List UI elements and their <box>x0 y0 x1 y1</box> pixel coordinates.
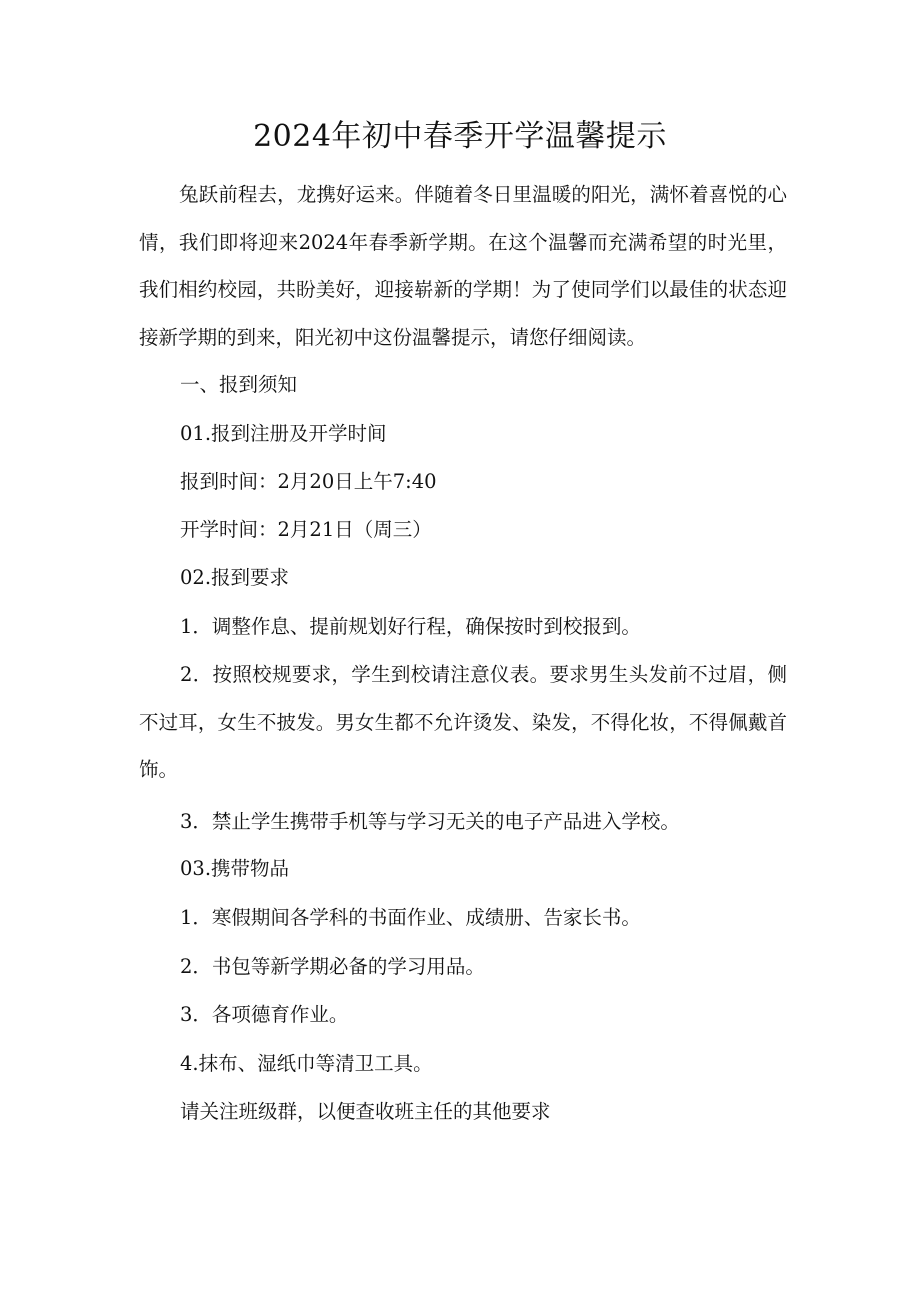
school-start-text: 开学时间：2月21日（周三） <box>180 518 432 541</box>
section-heading-registration: 一、报到须知 <box>180 373 298 396</box>
subheading-registration-time: 01.报到注册及开学时间 <box>180 422 387 445</box>
requirement-item-1: 1．调整作息、提前规划好行程，确保按时到校报到。 <box>180 615 641 638</box>
intro-paragraph: 兔跃前程去，龙携好运来。伴随着冬日里温暖的阳光，满怀着喜悦的心情，我们即将迎来2024年春季新学期。在这个温馨而充满希望的时光里，我们相约校园，共盼美好，迎接崭新的学期！为了使同学们以最佳的状态迎接新学期的到来，阳光初中这份温馨提示，请您仔细阅读。 <box>139 183 787 349</box>
page-title: 2024年初中春季开学温馨提示 <box>253 119 667 154</box>
subheading-requirements: 02.报到要求 <box>180 566 290 589</box>
subheading-items-to-bring: 03.携带物品 <box>180 857 290 880</box>
bring-item-1: 1．寒假期间各学科的书面作业、成绩册、告家长书。 <box>180 906 641 929</box>
report-time-text: 报到时间：2月20日上午7:40 <box>180 470 437 493</box>
requirement-item-2: 2．按照校规要求，学生到校请注意仪表。要求男生头发前不过眉，侧不过耳，女生不披发。男女生都不允许烫发、染发，不得化妆，不得佩戴首饰。 <box>139 663 787 781</box>
closing-note: 请关注班级群，以便查收班主任的其他要求 <box>180 1100 551 1123</box>
requirement-item-3: 3．禁止学生携带手机等与学习无关的电子产品进入学校。 <box>180 810 680 833</box>
bring-item-3: 3．各项德育作业。 <box>180 1003 349 1026</box>
bring-item-4: 4.抹布、湿纸巾等清卫工具。 <box>180 1052 433 1075</box>
bring-item-2: 2．书包等新学期必备的学习用品。 <box>180 955 485 978</box>
